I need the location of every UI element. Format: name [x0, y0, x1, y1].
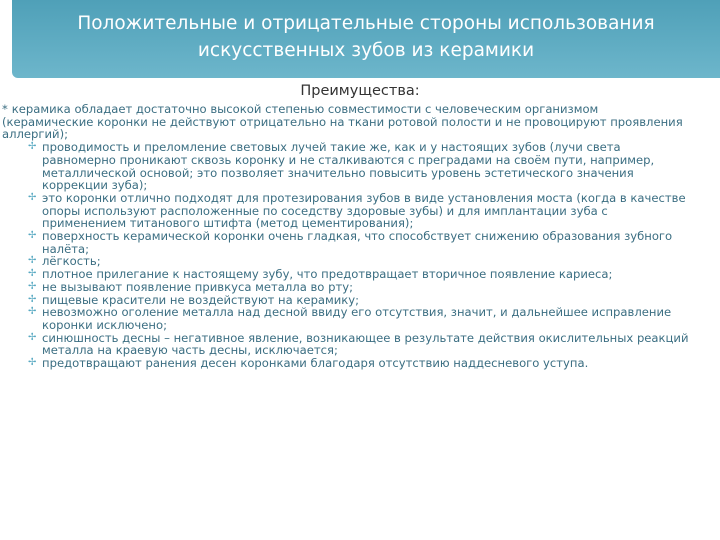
section-title: Преимущества: — [300, 83, 420, 99]
bullet-icon: ✢ — [28, 306, 37, 318]
list-item-text: пищевые красители не воздействуют на керамику; — [42, 292, 360, 307]
bullet-icon: ✢ — [28, 331, 37, 343]
bullet-icon: ✢ — [28, 357, 37, 369]
advantages-list — [2, 141, 692, 370]
list-item — [2, 306, 692, 331]
list-item — [2, 230, 692, 255]
intro-paragraph — [2, 103, 692, 141]
list-item-text: не вызывают появление привкуса металла во рту; — [42, 279, 353, 294]
list-item — [2, 332, 692, 357]
list-item-text: синюшность десны – негативное явление, возникающее в результате действия окислительных реакций металла на краевую часть десны, исключается; — [42, 330, 689, 358]
intro-text: керамика обладает достаточно высокой степенью совместимости с человеческим организмом (керамические коронки не действуют отрицательно на ткани ротовой полости и не провоцируют проявления аллергий); — [2, 102, 683, 142]
page-title — [12, 10, 720, 64]
list-item-text: это коронки отлично подходят для протезирования зубов в виде установления моста (когда в качестве опоры используют расположенные по соседству здоровые зубы) и для имплантации зуба с применением титанового штифта (метод цементирования); — [42, 190, 686, 231]
list-item-text: предотвращают ранения десен коронками благодаря отсутствию наддесневого уступа. — [42, 356, 589, 371]
content-body — [2, 103, 692, 370]
bullet-icon: ✢ — [28, 268, 37, 280]
bullet-icon: ✢ — [28, 280, 37, 292]
list-item — [2, 357, 692, 370]
bullet-icon: ✢ — [28, 191, 37, 203]
bullet-icon: ✢ — [28, 230, 37, 242]
list-item — [2, 141, 692, 192]
list-item-text: поверхность керамической коронки очень гладкая, что способствует снижению образования зубного налёта; — [42, 229, 673, 256]
list-item-text: невозможно оголение металла над десной ввиду его отсутствия, значит, и дальнейшее исправление коронки исключено; — [42, 305, 672, 332]
list-item-text: лёгкость; — [42, 254, 101, 269]
title-line-1: Положительные и отрицательные стороны использования — [77, 13, 655, 34]
bullet-icon: ✢ — [28, 255, 37, 267]
list-item — [2, 192, 692, 230]
bullet-icon: ✢ — [28, 293, 37, 305]
list-item-text: плотное прилегание к настоящему зубу, что предотвращает вторичное появление кариеса; — [42, 267, 613, 282]
intro-marker: * — [2, 102, 8, 116]
title-line-2: искусственных зубов из керамики — [197, 40, 535, 61]
list-item-text: проводимость и преломление световых лучей такие же, как и у настоящих зубов (лучи света равномерно проникают сквозь коронку и не сталкиваются с преградами на своём пути, например, металлической основой; это позволяет значительно повысить уровень эстетического значения коррекции зуба); — [42, 140, 655, 193]
bullet-icon: ✢ — [28, 141, 37, 153]
